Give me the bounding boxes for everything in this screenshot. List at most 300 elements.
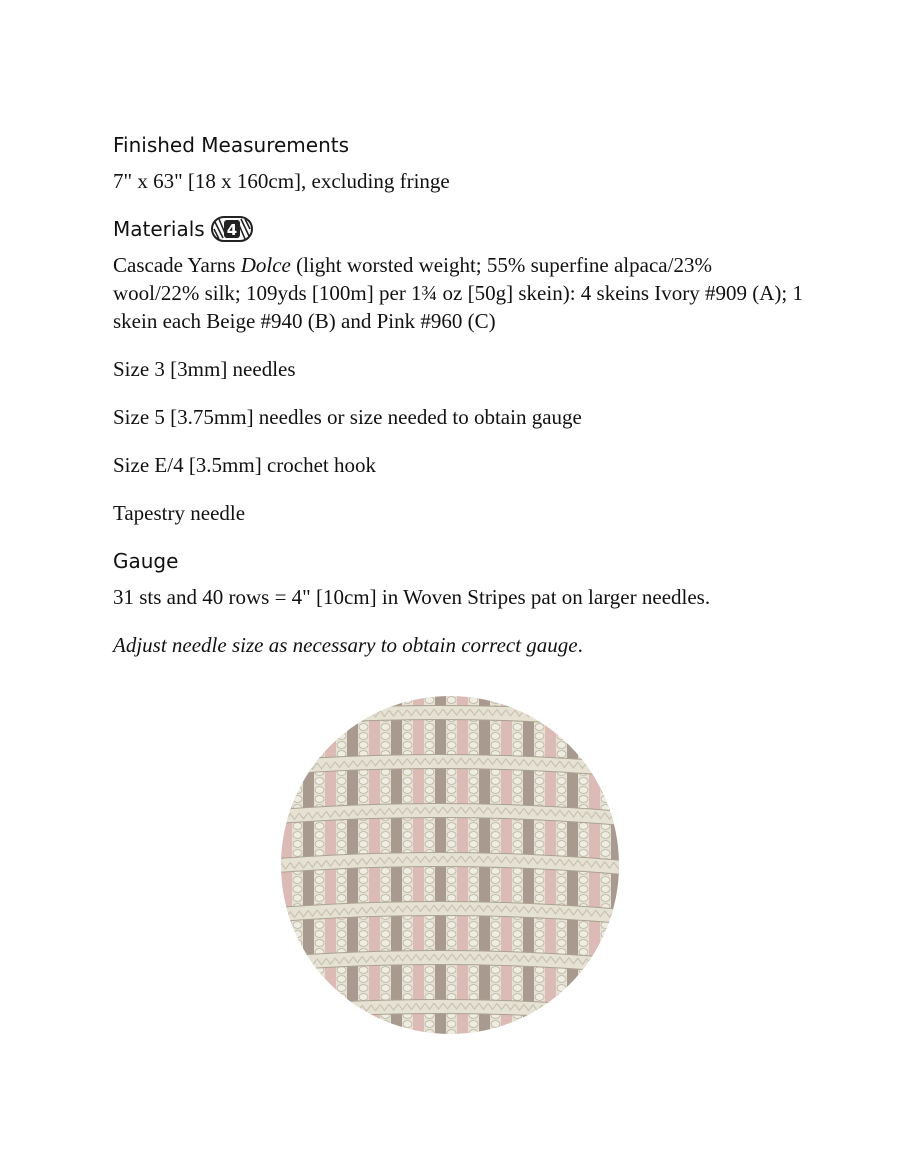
swatch-stitch (469, 769, 478, 776)
swatch-stitch (513, 994, 522, 1001)
swatch-stitch (557, 778, 566, 785)
swatch-stitch (359, 994, 368, 1001)
swatch-stitch (535, 1021, 544, 1028)
swatch-stitch (403, 841, 412, 848)
swatch-rib-stitch (614, 961, 619, 967)
swatch-stitch (535, 994, 544, 1001)
swatch-stitch (513, 733, 522, 740)
swatch-stitch (513, 787, 522, 794)
swatch-stitch (601, 841, 610, 848)
swatch-stitch (557, 832, 566, 839)
swatch-rib-stitch (290, 960, 299, 966)
swatch-stitch (403, 796, 412, 803)
swatch-stitch (337, 787, 346, 794)
swatch-stitch (315, 823, 324, 830)
swatch-stitch (293, 1021, 302, 1028)
swatch-stitch (535, 940, 544, 947)
swatch-rib-stitch (596, 1009, 605, 1015)
swatch-stitch (403, 742, 412, 749)
swatch-stitch (601, 895, 610, 902)
swatch-stitch (337, 931, 346, 938)
swatch-rib-stitch (290, 715, 299, 721)
swatch-stitch (557, 922, 566, 929)
swatch-stitch (601, 724, 610, 731)
swatch-stitch (557, 823, 566, 830)
swatch-stitch (601, 886, 610, 893)
swatch-rib-stitch (326, 713, 335, 719)
swatch-rib-stitch (317, 714, 326, 720)
swatch-stitch (469, 886, 478, 893)
swatch-stitch (293, 1030, 302, 1034)
swatch-stitch (469, 877, 478, 884)
swatch-stitch (315, 1003, 324, 1010)
swatch-stitch (557, 994, 566, 1001)
swatch-stitch (535, 841, 544, 848)
swatch-stitch (535, 787, 544, 794)
swatch-stitch (491, 1030, 500, 1034)
swatch-stitch (579, 715, 588, 722)
swatch-stitch (293, 1012, 302, 1019)
swatch-stitch (293, 769, 302, 776)
finished-measurements-heading: Finished Measurements (113, 133, 350, 157)
swatch-stitch (425, 733, 434, 740)
swatch-stitch (557, 985, 566, 992)
swatch-stitch (425, 985, 434, 992)
swatch-stitch (469, 985, 478, 992)
swatch-stitch (601, 994, 610, 1001)
swatch-stitch (579, 724, 588, 731)
swatch-stitch (557, 976, 566, 983)
swatch-stitch (403, 868, 412, 875)
swatch-stitch (579, 877, 588, 884)
swatch-stitch (491, 931, 500, 938)
gauge-note (113, 631, 803, 659)
swatch-stitch (315, 796, 324, 803)
swatch-stitch (425, 724, 434, 731)
swatch-stitch (491, 868, 500, 875)
swatch-stitch (513, 886, 522, 893)
swatch-stitch (513, 796, 522, 803)
swatch-stitch (491, 985, 500, 992)
swatch-stitch (293, 832, 302, 839)
swatch-stitch (535, 976, 544, 983)
swatch-stitch (535, 985, 544, 992)
swatch-stitch (403, 886, 412, 893)
swatch-stitch (381, 931, 390, 938)
swatch-stitch (491, 742, 500, 749)
swatch-stitch (557, 1012, 566, 1019)
swatch-stitch (557, 715, 566, 722)
swatch-stitch (425, 868, 434, 875)
pattern-page (113, 128, 803, 659)
swatch-stitch (535, 967, 544, 974)
swatch-stitch (315, 697, 324, 704)
swatch-stitch (425, 922, 434, 929)
swatch-stitch (359, 895, 368, 902)
swatch-stitch (425, 796, 434, 803)
swatch-stitch (293, 778, 302, 785)
swatch-stitch (557, 724, 566, 731)
swatch-stitch (579, 922, 588, 929)
swatch-stitch (425, 841, 434, 848)
swatch-stitch (491, 787, 500, 794)
swatch-stitch (579, 994, 588, 1001)
swatch-rib-stitch (344, 1006, 353, 1012)
swatch-stitch (447, 886, 456, 893)
swatch-stitch (425, 823, 434, 830)
swatch-stitch (425, 697, 434, 704)
swatch-stitch (337, 742, 346, 749)
swatch-stitch (579, 751, 588, 758)
swatch-rib-stitch (281, 1010, 290, 1016)
swatch-stitch (557, 1021, 566, 1028)
swatch-stitch (293, 733, 302, 740)
swatch-stitch (491, 1021, 500, 1028)
swatch-stitch (293, 922, 302, 929)
swatch-stitch (557, 931, 566, 938)
swatch-stitch (601, 877, 610, 884)
swatch-stitch (601, 940, 610, 947)
swatch-stitch (337, 796, 346, 803)
swatch-stitch (315, 733, 324, 740)
swatch-stitch (293, 940, 302, 947)
swatch-stitch (491, 976, 500, 983)
swatch-stitch (469, 931, 478, 938)
swatch-stitch (513, 868, 522, 875)
swatch-stitch (447, 724, 456, 731)
swatch-rib-stitch (614, 814, 619, 820)
swatch-stitch (403, 940, 412, 947)
swatch-stitch (359, 967, 368, 974)
swatch-stitch (337, 778, 346, 785)
swatch-stitch (381, 823, 390, 830)
swatch-stitch (579, 706, 588, 713)
swatch-stitch (469, 940, 478, 947)
swatch-stitch (513, 823, 522, 830)
swatch-stitch (359, 1021, 368, 1028)
swatch-stitch (535, 832, 544, 839)
swatch-stitch (491, 841, 500, 848)
swatch-stitch (513, 931, 522, 938)
swatch-stitch (557, 877, 566, 884)
swatch-stitch (579, 1012, 588, 1019)
swatch-rib-stitch (335, 713, 344, 719)
materials-item-small-needles: Size 3 [3mm] needles (113, 357, 296, 381)
swatch-rib-stitch (317, 1008, 326, 1014)
swatch-stitch (535, 742, 544, 749)
swatch-stitch (601, 760, 610, 767)
swatch-stitch (403, 877, 412, 884)
swatch-stitch (469, 796, 478, 803)
swatch-stitch (601, 931, 610, 938)
swatch-rib-stitch (587, 1008, 596, 1014)
swatch-stitch (513, 1030, 522, 1034)
swatch-rib-stitch (605, 1009, 614, 1015)
swatch-stitch (381, 733, 390, 740)
swatch-stitch (381, 877, 390, 884)
swatch-stitch (337, 1012, 346, 1019)
swatch-stitch (403, 1030, 412, 1034)
swatch-stitch (491, 922, 500, 929)
swatch-stitch (337, 1003, 346, 1010)
swatch-stitch (403, 787, 412, 794)
swatch-rib-stitch (605, 960, 614, 966)
swatch-stitch (315, 706, 324, 713)
swatch-stitch (293, 985, 302, 992)
swatch-stitch (381, 724, 390, 731)
gauge-heading: Gauge (113, 549, 179, 573)
swatch-stitch (557, 697, 566, 704)
swatch-stitch (315, 922, 324, 929)
swatch-stitch (359, 706, 368, 713)
swatch-rib-stitch (281, 765, 290, 771)
swatch-stitch (557, 751, 566, 758)
swatch-stitch (579, 940, 588, 947)
swatch-stitch (337, 940, 346, 947)
swatch-stitch (491, 895, 500, 902)
swatch-illustration (281, 696, 619, 1034)
swatch-stitch (315, 1012, 324, 1019)
swatch-stitch (513, 940, 522, 947)
swatch-stitch (337, 922, 346, 929)
swatch-stitch (557, 1003, 566, 1010)
swatch-stitch (315, 1030, 324, 1034)
swatch-stitch (293, 706, 302, 713)
materials-item-tapestry-needle: Tapestry needle (113, 501, 246, 525)
swatch-stitch (469, 733, 478, 740)
knitted-swatch-photo (281, 696, 619, 1034)
swatch-stitch (293, 949, 302, 956)
swatch-stitch (381, 841, 390, 848)
swatch-rib-stitch (578, 713, 587, 719)
swatch-stitch (425, 886, 434, 893)
swatch-stitch (513, 742, 522, 749)
swatch-stitch (447, 895, 456, 902)
swatch-stitch (293, 976, 302, 983)
swatch-stitch (403, 931, 412, 938)
swatch-stitch (513, 985, 522, 992)
swatch-stitch (447, 832, 456, 839)
swatch-stitch (425, 1021, 434, 1028)
swatch-stitch (491, 877, 500, 884)
swatch-stitch (425, 895, 434, 902)
swatch-stitch (315, 940, 324, 947)
swatch-rib-stitch (605, 715, 614, 721)
swatch-stitch (579, 832, 588, 839)
swatch-stitch (535, 922, 544, 929)
swatch-stitch (293, 823, 302, 830)
swatch-stitch (447, 769, 456, 776)
swatch-stitch (579, 931, 588, 938)
swatch-stitch (381, 832, 390, 839)
swatch-stitch (403, 976, 412, 983)
swatch-stitch (315, 832, 324, 839)
swatch-stitch (337, 697, 346, 704)
swatch-stitch (337, 715, 346, 722)
swatch-stitch (337, 706, 346, 713)
swatch-stitch (293, 877, 302, 884)
swatch-stitch (447, 841, 456, 848)
materials-item-crochet-hook: Size E/4 [3.5mm] crochet hook (113, 453, 377, 477)
swatch-stitch (381, 796, 390, 803)
swatch-stitch (359, 787, 368, 794)
swatch-stitch (315, 715, 324, 722)
swatch-stitch (337, 976, 346, 983)
swatch-stitch (513, 778, 522, 785)
gauge-note-text: Adjust needle size as necessary to obtain correct gauge (113, 633, 578, 657)
swatch-stitch (381, 922, 390, 929)
swatch-stitch (601, 1021, 610, 1028)
swatch-stitch (447, 877, 456, 884)
swatch-rib-stitch (551, 712, 560, 718)
swatch-stitch (293, 1003, 302, 1010)
swatch-stitch (403, 967, 412, 974)
swatch-stitch (513, 877, 522, 884)
swatch-stitch (359, 886, 368, 893)
gauge-note-period: . (577, 633, 583, 657)
swatch-stitch (469, 976, 478, 983)
swatch-stitch (359, 868, 368, 875)
swatch-stitch (535, 697, 544, 704)
swatch-stitch (293, 967, 302, 974)
swatch-stitch (315, 778, 324, 785)
swatch-stitch (447, 940, 456, 947)
yarn-weight-number: 4 (226, 221, 237, 239)
swatch-rib-stitch (326, 1007, 335, 1013)
swatch-stitch (491, 832, 500, 839)
swatch-stitch (579, 976, 588, 983)
swatch-stitch (579, 742, 588, 749)
swatch-stitch (337, 985, 346, 992)
swatch-stitch (535, 778, 544, 785)
swatch-stitch (491, 823, 500, 830)
swatch-stitch (469, 922, 478, 929)
swatch-rib-stitch (299, 764, 308, 770)
swatch-stitch (601, 796, 610, 803)
swatch-stitch (381, 1030, 390, 1034)
swatch-stitch (315, 976, 324, 983)
swatch-rib-stitch (551, 1006, 560, 1012)
swatch-stitch (601, 949, 610, 956)
swatch-rib-stitch (308, 1008, 317, 1014)
swatch-stitch (469, 1021, 478, 1028)
swatch-stitch (535, 706, 544, 713)
swatch-stitch (403, 832, 412, 839)
swatch-stitch (535, 877, 544, 884)
swatch-stitch (557, 895, 566, 902)
swatch-rib-stitch (605, 764, 614, 770)
swatch-stitch (359, 985, 368, 992)
swatch-stitch (513, 841, 522, 848)
swatch-stitch (337, 886, 346, 893)
swatch-stitch (513, 922, 522, 929)
swatch-stitch (491, 778, 500, 785)
swatch-stitch (403, 823, 412, 830)
materials-item-large-needles: Size 5 [3.75mm] needles or size needed to obtain gauge (113, 405, 582, 429)
swatch-stitch (315, 931, 324, 938)
swatch-stitch (579, 850, 588, 857)
swatch-stitch (447, 1021, 456, 1028)
swatch-stitch (359, 823, 368, 830)
swatch-rib-stitch (578, 1007, 587, 1013)
swatch-stitch (381, 994, 390, 1001)
swatch-stitch (579, 895, 588, 902)
swatch-stitch (359, 877, 368, 884)
swatch-stitch (491, 796, 500, 803)
swatch-stitch (403, 895, 412, 902)
swatch-stitch (315, 886, 324, 893)
swatch-stitch (579, 787, 588, 794)
swatch-stitch (315, 724, 324, 731)
swatch-stitch (601, 742, 610, 749)
swatch-rib-stitch (290, 1009, 299, 1015)
swatch-stitch (469, 823, 478, 830)
swatch-stitch (381, 868, 390, 875)
swatch-stitch (469, 697, 478, 704)
swatch-stitch (381, 742, 390, 749)
swatch-stitch (601, 697, 610, 704)
swatch-stitch (381, 787, 390, 794)
swatch-stitch (579, 886, 588, 893)
swatch-stitch (469, 967, 478, 974)
swatch-rib-stitch (290, 764, 299, 770)
swatch-stitch (601, 985, 610, 992)
swatch-stitch (535, 796, 544, 803)
swatch-stitch (601, 1003, 610, 1010)
swatch-stitch (535, 1030, 544, 1034)
swatch-stitch (601, 976, 610, 983)
swatch-stitch (359, 778, 368, 785)
swatch-stitch (491, 967, 500, 974)
swatch-stitch (535, 733, 544, 740)
swatch-stitch (425, 832, 434, 839)
swatch-stitch (491, 724, 500, 731)
swatch-stitch (381, 895, 390, 902)
swatch-stitch (337, 733, 346, 740)
swatch-rib-stitch (533, 711, 542, 717)
swatch-stitch (315, 742, 324, 749)
swatch-stitch (293, 742, 302, 749)
swatch-stitch (535, 823, 544, 830)
swatch-stitch (601, 778, 610, 785)
swatch-rib-stitch (542, 1005, 551, 1011)
swatch-stitch (469, 724, 478, 731)
swatch-stitch (359, 733, 368, 740)
swatch-stitch (447, 787, 456, 794)
swatch-stitch (579, 1003, 588, 1010)
swatch-stitch (469, 832, 478, 839)
yarn-weight-medium-icon (211, 216, 253, 242)
swatch-stitch (491, 733, 500, 740)
swatch-rib-stitch (560, 1006, 569, 1012)
swatch-stitch (381, 778, 390, 785)
swatch-stitch (601, 850, 610, 857)
swatch-stitch (337, 823, 346, 830)
swatch-stitch (447, 967, 456, 974)
swatch-stitch (469, 868, 478, 875)
swatch-stitch (447, 733, 456, 740)
swatch-stitch (293, 724, 302, 731)
swatch-stitch (425, 778, 434, 785)
swatch-stitch (601, 967, 610, 974)
swatch-rib-stitch (614, 1010, 619, 1016)
yarn-details: (light worsted weight; 55% superfine alpaca/23% wool/22% silk; 109yds [100m] per 1¾ oz [50g] skein): 4 skeins Ivory #909 (A); 1 skein each Beige #940 (B) and Pink #960 (C) (113, 253, 803, 333)
swatch-stitch (315, 985, 324, 992)
swatch-stitch (557, 742, 566, 749)
swatch-stitch (579, 733, 588, 740)
swatch-stitch (337, 832, 346, 839)
swatch-stitch (579, 778, 588, 785)
